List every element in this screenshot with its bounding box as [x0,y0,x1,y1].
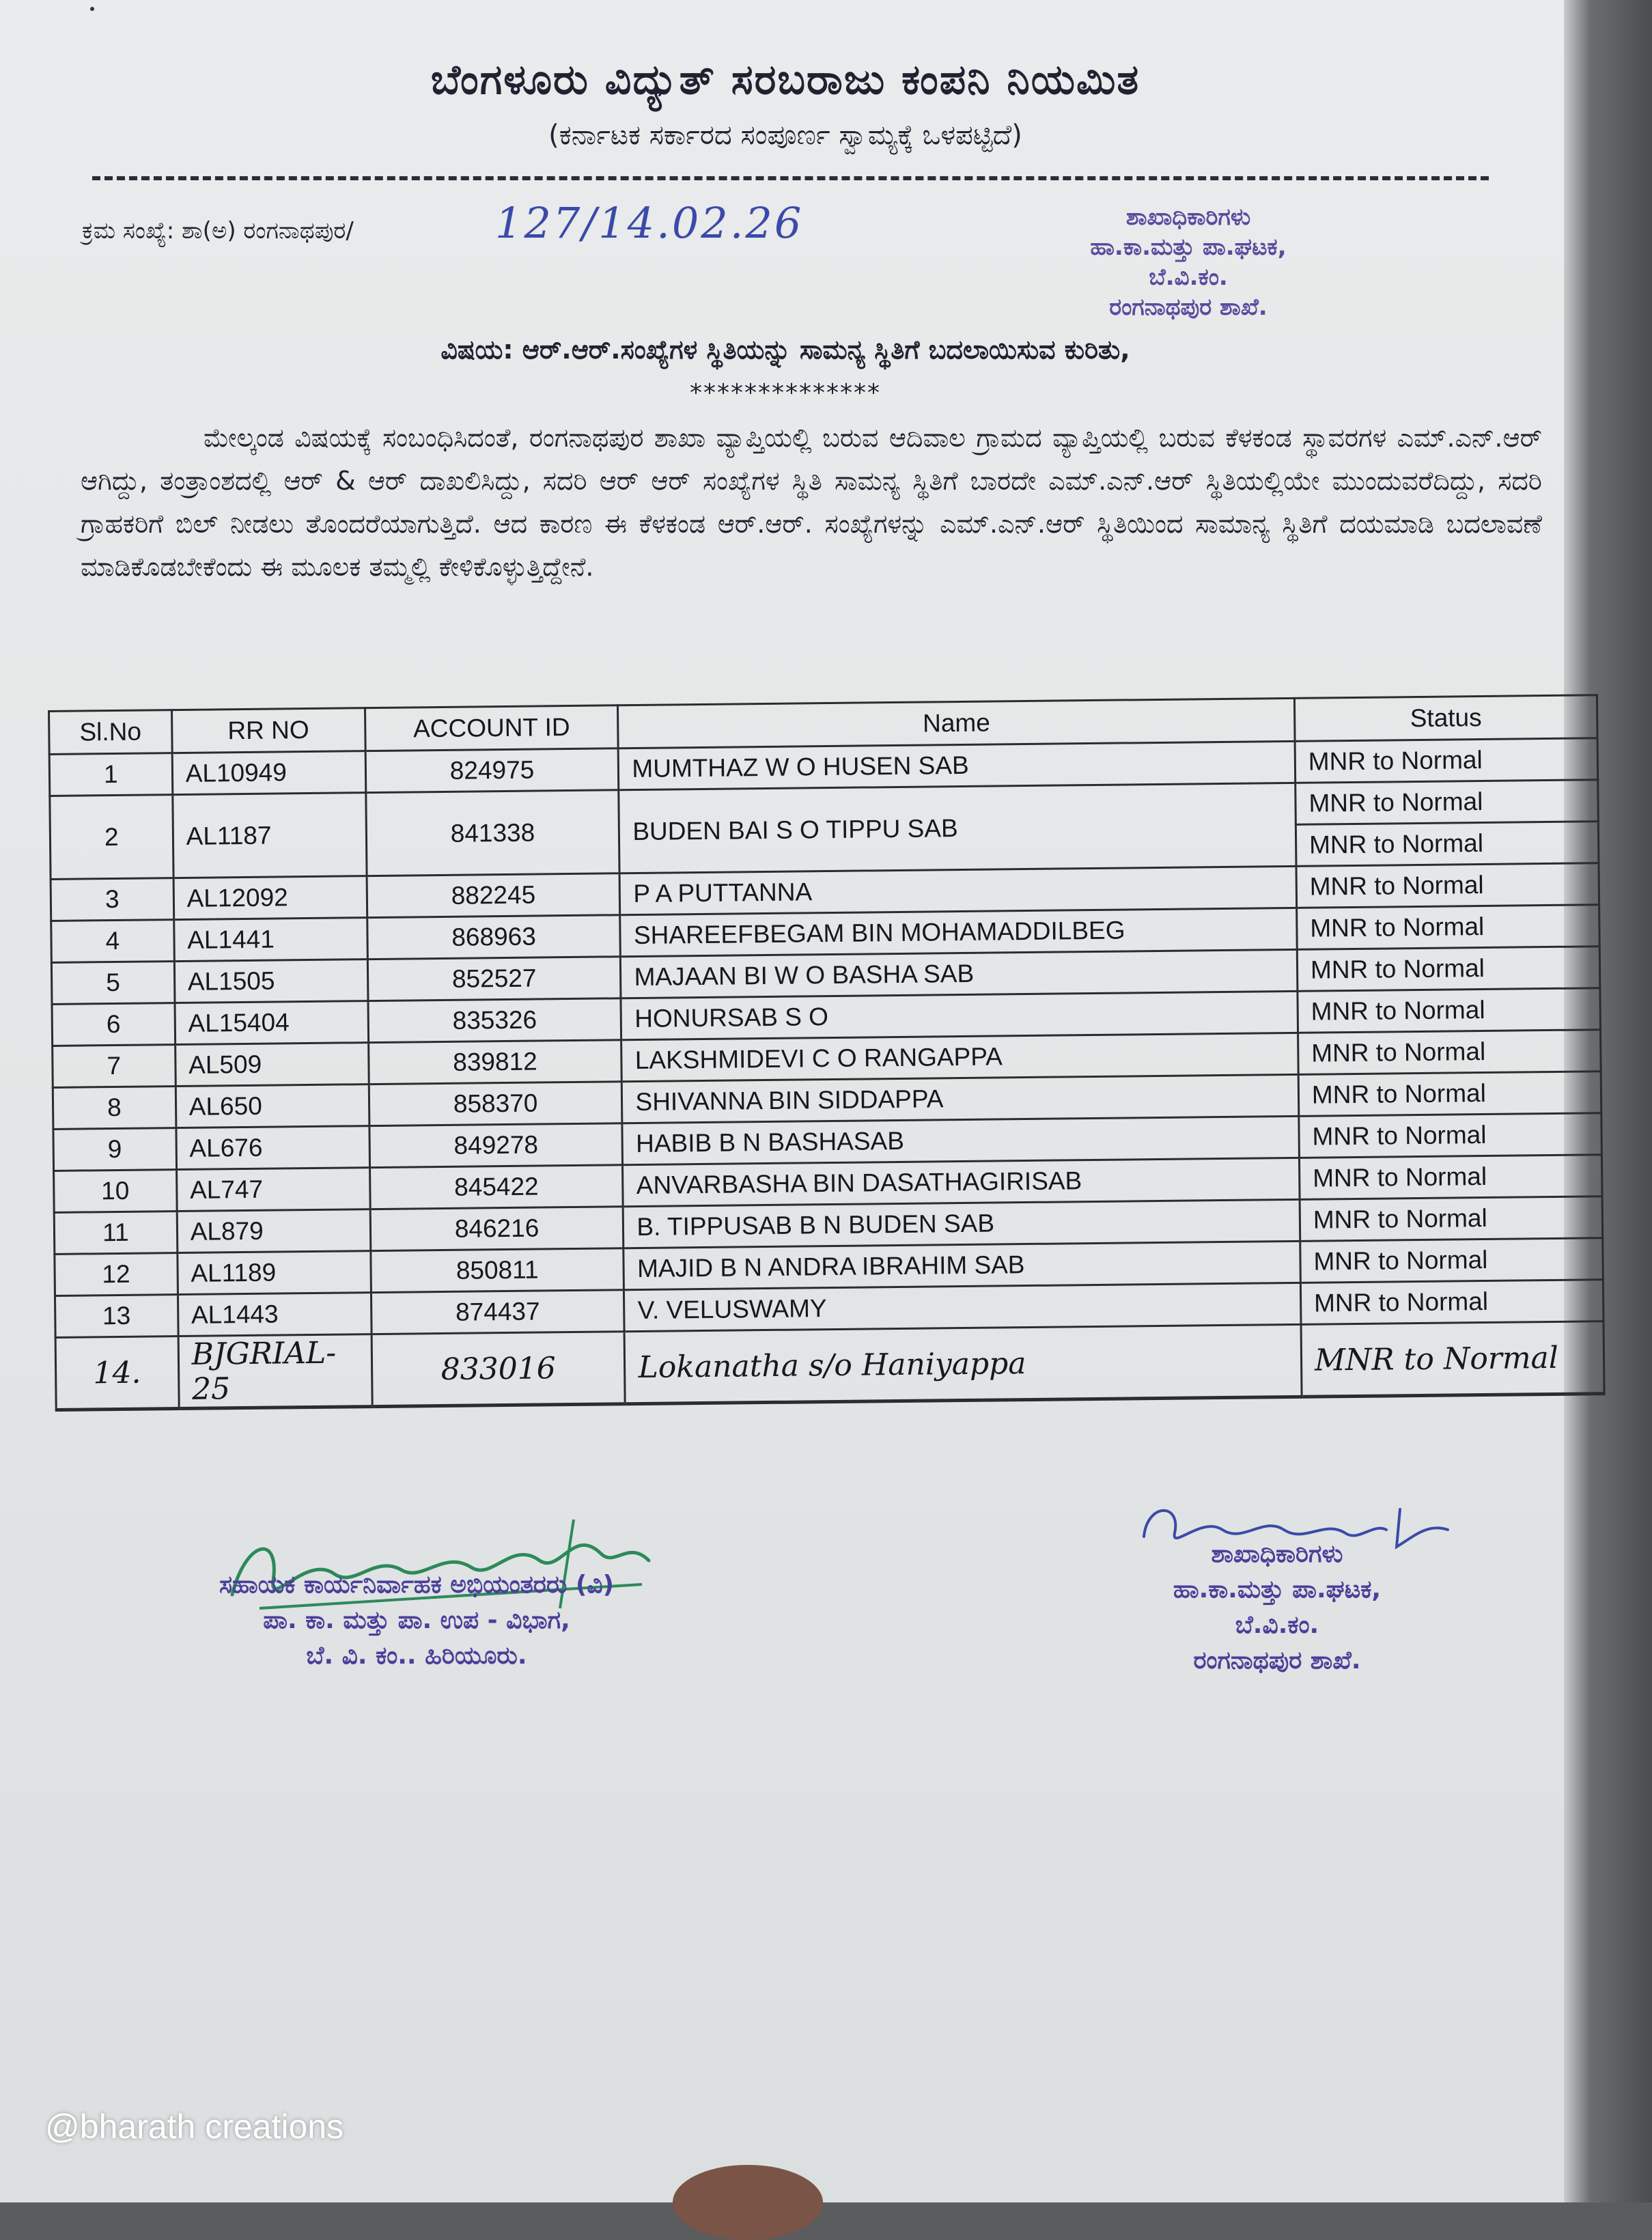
cell-name: MUMTHAZ W O HUSEN SAB [619,741,1296,789]
cell-rr: AL1187 [173,793,367,878]
cell-account: 874437 [371,1290,624,1334]
cell-status: MNR to Normal [1298,1030,1601,1075]
signature-left-line: ಪಾ. ಕಾ. ಮತ್ತು ಪಾ. ಉಪ - ವಿಭಾಗ, [263,1606,570,1634]
cell-name: SHIVANNA BIN SIDDAPPA [622,1074,1299,1123]
watermark-text: @bharath creations [45,2108,344,2146]
cell-account: 850811 [371,1248,624,1293]
cell-sl: 13 [55,1295,178,1338]
header-sl-no: Sl.No [49,710,172,755]
paper-hole [90,7,94,11]
signature-left-stamp [137,1567,697,1674]
handwritten-table-row [55,1321,1604,1410]
cell-account: 833016 [372,1332,626,1407]
cell-status: MNR to Normal [1297,905,1600,950]
cell-status: MNR to Normal [1296,863,1599,908]
cell-name: P A PUTTANNA [619,866,1296,914]
signature-right-stamp [1106,1537,1448,1679]
cell-status: MNR to Normal [1300,1280,1604,1325]
cell-status: MNR to Normal [1298,988,1601,1033]
cell-name: ANVARBASHA BIN DASATHAGIRISAB [623,1158,1300,1206]
cell-name: B. TIPPUSAB B N BUDEN SAB [624,1199,1300,1248]
stamp-line: ರಂಗನಾಥಪುರ ಶಾಖೆ. [1109,294,1268,321]
cell-account: 852527 [367,957,621,1001]
cell-rr: AL879 [177,1209,371,1253]
signature-left-line: ಬೆ. ವಿ. ಕಂ.. ಹಿರಿಯೂರು. [306,1642,527,1670]
signature-left-line: ಸಹಾಯಕ ಕಾರ್ಯನಿರ್ವಾಹಕ ಅಭಿಯಂತರರು (ವಿ) [219,1571,615,1599]
cell-name: MAJAAN BI W O BASHA SAB [621,949,1298,998]
cell-rr: AL12092 [173,876,367,920]
cell-account: 839812 [368,1040,621,1084]
cell-status: MNR to Normal [1298,1072,1601,1117]
letterhead-title: ಬೆಂಗಳೂರು ವಿದ್ಯುತ್ ಸರಬರಾಜು ಕಂಪನಿ ನಿಯಮಿತ [430,56,1140,104]
cell-sl: 10 [54,1170,177,1213]
header-name: Name [618,698,1295,748]
cell-account: 868963 [367,915,620,960]
cell-rr: AL10949 [172,751,366,795]
cell-status: MNR to Normal [1296,822,1599,867]
stamp-line: ಹಾ.ಕಾ.ಮತ್ತು ಪಾ.ಘಟಕ, [1090,234,1287,261]
cell-sl: 12 [55,1253,178,1296]
cell-sl: 2 [50,795,173,880]
cell-name: HONURSAB S O [621,991,1298,1039]
subject-line: ವಿಷಯ: ಆರ್.ಆರ್.ಸಂಖ್ಯೆಗಳ ಸ್ಥಿತಿಯನ್ನು ಸಾಮನ್ಯ ಸ್ಥಿತಿಗೆ ಬದಲಾಯಿಸುವ ಕುರಿತು, [440,335,1130,365]
stamp-line: ಬೆ.ವಿ.ಕಂ. [1149,264,1228,291]
cell-rr: AL676 [176,1126,370,1170]
header-divider [92,176,1489,180]
cell-status: MNR to Normal [1301,1321,1604,1397]
cell-sl: 9 [53,1128,176,1171]
header-account-id: ACCOUNT ID [365,705,618,751]
cell-status: MNR to Normal [1299,1113,1602,1158]
cell-account: 846216 [370,1207,624,1251]
stamp-line: ಶಾಖಾಧಿಕಾರಿಗಳು [1125,204,1251,231]
cell-account: 858370 [369,1082,622,1126]
cell-status: MNR to Normal [1300,1196,1603,1242]
cell-rr: AL1505 [174,960,368,1003]
letter-body: ಮೇಲ್ಕಂಡ ವಿಷಯಕ್ಕೆ ಸಂಬಂಧಿಸಿದಂತೆ, ರಂಗನಾಥಪುರ ಶಾಖಾ ವ್ಯಾಪ್ತಿಯಲ್ಲಿ ಬರುವ ಆದಿವಾಲ ಗ್ರಾಮದ ವ್ಯಾಪ್ತಿಯಲ್ಲಿ ಬರುವ ಕೆಳಕಂಡ ಸ್ಥಾವರಗಳ ಎಮ್.ಎನ್.ಆರ್ ಆಗಿದ್ದು, ತಂತ್ರಾಂಶದಲ್ಲಿ ಆರ್ & ಆರ್ ದಾಖಲಿಸಿದ್ದು, ಸದರಿ ಆರ್ ಆರ್ ಸಂಖ್ಯೆಗಳ ಸ್ಥಿತಿ ಸಾಮನ್ಯ ಸ್ಥಿತಿಗೆ ಬಾರದೇ ಎಮ್.ಎನ್.ಆರ್ ಸ್ಥಿತಿಯಲ್ಲಿಯೇ ಮುಂದುವರೆದಿದ್ದು, ಸದರಿ ಗ್ರಾಹಕರಿಗೆ ಬಿಲ್ ನೀಡಲು ತೊಂದರೆಯಾಗುತ್ತಿದೆ. ಆದ ಕಾರಣ ಈ ಕೆಳಕಂಡ ಆರ್.ಆರ್. ಸಂಖ್ಯೆಗಳನ್ನು ಎಮ್.ಎನ್.ಆರ್ ಸ್ಥಿತಿಯಿಂದ ಸಾಮಾನ್ಯ ಸ್ಥಿತಿಗೆ ದಯಮಾಡಿ ಬದಲಾವಣೆ ಮಾಡಿಕೊಡಬೇಕೆಂದು ಈ ಮೂಲಕ ತಮ್ಮಲ್ಲಿ ಕೇಳಿಕೊಳ್ಳುತ್ತಿದ್ದೇನೆ. [81,423,1542,582]
reference-label: ಕ್ರಮ ಸಂಖ್ಯೆ: ಶಾ(ಅ) ರಂಗನಾಥಪುರ/ [82,217,354,244]
cell-rr: AL1441 [173,918,367,962]
cell-account: 845422 [369,1165,623,1209]
cell-status: MNR to Normal [1296,780,1599,825]
cell-name: Lokanatha s/o Haniyappa [625,1324,1302,1403]
signature-right-line: ಬೆ.ವಿ.ಕಂ. [1235,1611,1319,1639]
cell-status: MNR to Normal [1295,738,1598,783]
header-rr-no: RR NO [171,708,365,753]
header-status: Status [1294,695,1597,742]
cell-account: 849278 [369,1123,623,1168]
cell-status: MNR to Normal [1297,947,1600,992]
cell-name: BUDEN BAI S O TIPPU SAB [619,783,1296,873]
cell-account: 824975 [365,748,619,793]
cell-name: LAKSHMIDEVI C O RANGAPPA [621,1033,1298,1081]
cell-name: MAJID B N ANDRA IBRAHIM SAB [624,1241,1300,1289]
cell-name: HABIB B N BASHASAB [622,1116,1299,1164]
letterhead-subtitle: (ಕರ್ನಾಟಕ ಸರ್ಕಾರದ ಸಂಪೂರ್ಣ ಸ್ವಾಮ್ಯಕ್ಕೆ ಒಳಪಟ್ಟಿದೆ) [548,120,1022,151]
cell-rr: AL747 [176,1168,370,1212]
cell-sl: 7 [53,1045,176,1088]
cell-rr: AL1443 [178,1293,372,1336]
cell-rr: AL650 [176,1084,369,1128]
cell-name: SHAREEFBEGAM BIN MOHAMADDILBEG [620,908,1297,956]
separator-stars: ************** [690,379,881,407]
cell-sl: 11 [54,1212,177,1255]
cell-sl: 6 [52,1003,175,1046]
rr-status-table [48,694,1606,1412]
cell-sl: 3 [51,878,173,921]
cell-rr: BJGRIAL-25 [178,1334,372,1409]
cell-account: 841338 [365,790,619,876]
cell-sl: 14. [55,1336,179,1410]
cell-rr: AL509 [175,1043,369,1087]
signature-right-line: ರಂಗನಾಥಪುರ ಶಾಖೆ. [1193,1647,1361,1675]
cell-account: 835326 [368,998,621,1043]
signature-right-line: ಶಾಖಾಧಿಕಾರಿಗಳು [1211,1540,1343,1568]
office-stamp-top [1018,202,1359,322]
cell-rr: AL1189 [178,1251,372,1295]
cell-status: MNR to Normal [1299,1155,1602,1200]
cell-sl: 5 [51,962,174,1005]
cell-name: V. VELUSWAMY [624,1283,1301,1331]
thumb-image [673,2165,823,2240]
reference-handwritten-number: 127/14.02.26 [495,198,804,248]
cell-rr: AL15404 [175,1001,369,1045]
cell-sl: 8 [53,1087,176,1130]
cell-status: MNR to Normal [1300,1238,1604,1283]
cell-sl: 4 [51,920,174,963]
signature-right-line: ಹಾ.ಕಾ.ಮತ್ತು ಪಾ.ಘಟಕ, [1173,1576,1382,1604]
cell-sl: 1 [49,753,172,796]
cell-account: 882245 [367,873,620,918]
